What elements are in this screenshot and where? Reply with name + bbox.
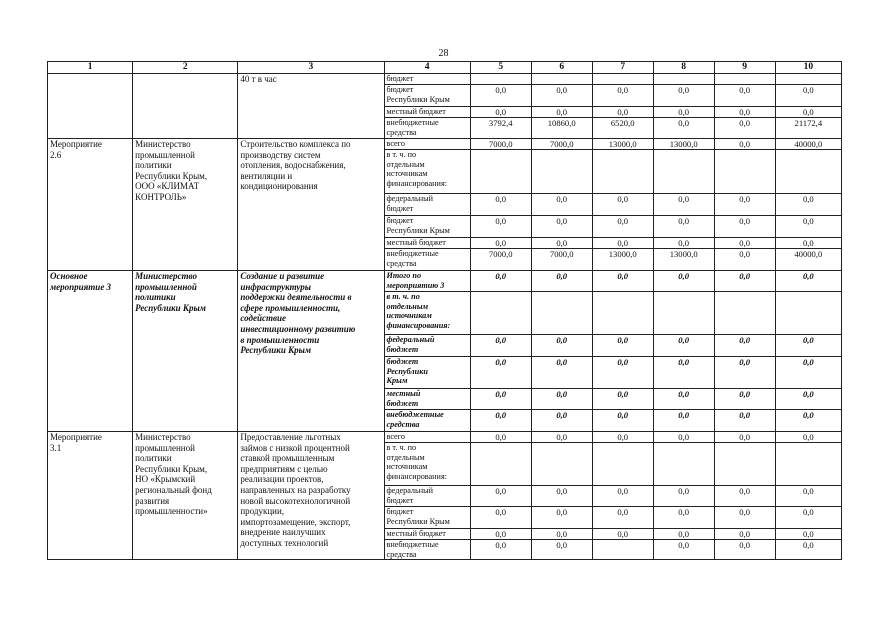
col-header: 2 xyxy=(133,62,238,74)
amount-cell: 0,0 xyxy=(653,107,714,118)
amount-cell: 7000,0 xyxy=(531,139,592,150)
amount-cell: 0,0 xyxy=(592,486,653,507)
amount-cell: 0,0 xyxy=(714,389,775,410)
funding-source: внебюджетные средства xyxy=(386,540,439,559)
funding-source: бюджет Республики Крым xyxy=(386,216,450,235)
event-name-cell xyxy=(48,271,133,432)
amount-cell xyxy=(714,150,775,194)
col-header: 1 xyxy=(48,62,133,74)
funding-source: бюджет Республики Крым xyxy=(386,507,450,526)
amount-cell xyxy=(653,443,714,486)
amount-cell: 0,0 xyxy=(775,194,841,216)
funding-source-cell xyxy=(384,443,470,486)
amount-cell: 0,0 xyxy=(714,357,775,389)
amount-cell: 0,0 xyxy=(714,238,775,249)
col-header: 3 xyxy=(238,62,384,74)
amount-cell: 0,0 xyxy=(470,271,531,292)
amount-cell xyxy=(775,150,841,194)
amount-cell xyxy=(775,443,841,486)
amount-cell xyxy=(714,443,775,486)
amount-cell xyxy=(653,150,714,194)
funding-source: всего xyxy=(386,432,405,441)
amount-cell xyxy=(714,74,775,85)
funding-source: местный бюджет xyxy=(386,389,421,408)
amount-cell: 10860,0 xyxy=(531,118,592,139)
amount-cell: 40000,0 xyxy=(775,249,841,271)
amount-cell: 40000,0 xyxy=(775,139,841,150)
amount-cell xyxy=(531,74,592,85)
amount-cell: 13000,0 xyxy=(653,139,714,150)
amount-cell: 7000,0 xyxy=(470,139,531,150)
amount-cell: 0,0 xyxy=(470,507,531,529)
funding-source: внебюджетные средства xyxy=(386,249,439,268)
col-header: 10 xyxy=(775,62,841,74)
funding-source: местный бюджет xyxy=(386,529,446,538)
funding-source: внебюджетные средства xyxy=(386,410,444,429)
amount-cell: 0,0 xyxy=(775,432,841,443)
amount-cell xyxy=(531,150,592,194)
amount-cell: 0,0 xyxy=(653,486,714,507)
funding-source: местный бюджет xyxy=(386,107,446,116)
executor-cell xyxy=(133,74,238,139)
amount-cell: 0,0 xyxy=(531,107,592,118)
event-name: Мероприятие 3.1 xyxy=(50,432,102,453)
event-name-cell xyxy=(48,432,133,560)
amount-cell xyxy=(775,74,841,85)
amount-cell: 0,0 xyxy=(714,85,775,107)
funding-source-cell xyxy=(384,292,470,335)
amount-cell: 0,0 xyxy=(653,432,714,443)
amount-cell xyxy=(592,443,653,486)
funding-source-cell xyxy=(384,118,470,139)
amount-cell: 0,0 xyxy=(775,507,841,529)
funding-source: федеральный бюджет xyxy=(386,194,434,213)
event-description: Предоставление льготных займов с низкой процентной ставкой промышленным предприятиям с целью реализации проектов, направленных на разработку новой высокотехнологичной продукции, импортозамещение, экспорт, внедрение наилучших доступных технологий xyxy=(240,432,351,548)
amount-cell: 0,0 xyxy=(531,529,592,540)
amount-cell: 0,0 xyxy=(592,507,653,529)
amount-cell: 13000,0 xyxy=(592,249,653,271)
event-name-cell xyxy=(48,139,133,271)
amount-cell xyxy=(531,292,592,335)
funding-source: внебюджетные средства xyxy=(386,118,439,137)
amount-cell: 0,0 xyxy=(714,540,775,560)
table-row xyxy=(48,271,842,292)
amount-cell: 0,0 xyxy=(653,216,714,238)
amount-cell: 0,0 xyxy=(470,389,531,410)
amount-cell xyxy=(653,292,714,335)
amount-cell: 0,0 xyxy=(531,335,592,357)
funding-source: в т. ч. по отдельным источникам финансирования: xyxy=(386,443,447,481)
event-description: Строительство комплекса по производству систем отопления, водоснабжения, вентиляции и кондиционирования xyxy=(240,139,351,192)
funding-source-cell xyxy=(384,194,470,216)
amount-cell: 0,0 xyxy=(592,529,653,540)
funding-source: бюджет Республики Крым xyxy=(386,357,428,386)
amount-cell xyxy=(592,540,653,560)
table-row xyxy=(48,74,842,85)
amount-cell: 0,0 xyxy=(775,540,841,560)
amount-cell: 0,0 xyxy=(714,335,775,357)
amount-cell: 0,0 xyxy=(653,410,714,432)
col-header: 4 xyxy=(384,62,470,74)
amount-cell xyxy=(592,150,653,194)
amount-cell: 0,0 xyxy=(531,432,592,443)
funding-source-cell xyxy=(384,335,470,357)
amount-cell: 0,0 xyxy=(470,410,531,432)
table-row xyxy=(48,432,842,443)
funding-source-cell xyxy=(384,357,470,389)
amount-cell: 0,0 xyxy=(775,216,841,238)
funding-source-cell xyxy=(384,150,470,194)
amount-cell: 0,0 xyxy=(470,216,531,238)
amount-cell: 0,0 xyxy=(470,194,531,216)
amount-cell: 0,0 xyxy=(592,357,653,389)
funding-source-cell xyxy=(384,139,470,150)
amount-cell: 0,0 xyxy=(470,357,531,389)
event-description-cell xyxy=(238,432,384,560)
amount-cell: 0,0 xyxy=(714,271,775,292)
amount-cell: 0,0 xyxy=(470,486,531,507)
funding-source: всего xyxy=(386,139,405,148)
amount-cell: 0,0 xyxy=(531,271,592,292)
table-row xyxy=(48,139,842,150)
amount-cell: 0,0 xyxy=(592,432,653,443)
amount-cell: 0,0 xyxy=(470,432,531,443)
amount-cell: 7000,0 xyxy=(531,249,592,271)
funding-source: в т. ч. по отдельным источникам финансирования: xyxy=(386,150,447,188)
amount-cell: 0,0 xyxy=(775,335,841,357)
funding-source-cell xyxy=(384,74,470,85)
amount-cell: 6520,0 xyxy=(592,118,653,139)
funding-source-cell xyxy=(384,389,470,410)
amount-cell: 0,0 xyxy=(592,335,653,357)
funding-source-cell xyxy=(384,529,470,540)
amount-cell: 0,0 xyxy=(653,529,714,540)
amount-cell: 0,0 xyxy=(775,357,841,389)
amount-cell: 0,0 xyxy=(653,194,714,216)
amount-cell: 0,0 xyxy=(653,357,714,389)
col-header: 7 xyxy=(592,62,653,74)
amount-cell: 0,0 xyxy=(531,216,592,238)
amount-cell: 0,0 xyxy=(775,107,841,118)
event-description: 40 т в час xyxy=(240,74,277,84)
amount-cell: 0,0 xyxy=(470,85,531,107)
funding-source-cell xyxy=(384,216,470,238)
funding-source-cell xyxy=(384,540,470,560)
col-header: 6 xyxy=(531,62,592,74)
amount-cell xyxy=(470,292,531,335)
amount-cell: 0,0 xyxy=(531,194,592,216)
amount-cell: 0,0 xyxy=(531,85,592,107)
amount-cell: 0,0 xyxy=(470,529,531,540)
amount-cell: 0,0 xyxy=(714,249,775,271)
amount-cell: 0,0 xyxy=(653,335,714,357)
executor-name: Министерство промышленной политики Республики Крым, НО «Крымский региональный фонд развития промышленности» xyxy=(135,432,212,517)
event-description: Создание и развитие инфраструктуры поддержки деятельности в сфере промышленности, содействие инвестиционному развитию в промышленности Республики Крым xyxy=(240,271,356,356)
amount-cell: 0,0 xyxy=(714,107,775,118)
event-name: Основное мероприятие 3 xyxy=(50,271,112,292)
amount-cell: 0,0 xyxy=(592,216,653,238)
amount-cell: 3792,4 xyxy=(470,118,531,139)
amount-cell xyxy=(653,74,714,85)
amount-cell: 0,0 xyxy=(531,507,592,529)
funding-source-cell xyxy=(384,432,470,443)
amount-cell: 0,0 xyxy=(653,540,714,560)
funding-source-cell xyxy=(384,507,470,529)
funding-source: бюджет xyxy=(386,74,414,83)
amount-cell: 0,0 xyxy=(653,118,714,139)
amount-cell: 0,0 xyxy=(531,540,592,560)
funding-source-cell xyxy=(384,271,470,292)
funding-source-cell xyxy=(384,238,470,249)
amount-cell: 0,0 xyxy=(531,238,592,249)
amount-cell xyxy=(470,150,531,194)
amount-cell: 0,0 xyxy=(775,389,841,410)
amount-cell xyxy=(470,443,531,486)
amount-cell: 0,0 xyxy=(470,540,531,560)
amount-cell: 0,0 xyxy=(592,194,653,216)
amount-cell: 0,0 xyxy=(592,410,653,432)
amount-cell: 0,0 xyxy=(470,335,531,357)
amount-cell: 0,0 xyxy=(531,357,592,389)
amount-cell: 0,0 xyxy=(531,486,592,507)
funding-source-cell xyxy=(384,85,470,107)
amount-cell: 0,0 xyxy=(470,107,531,118)
amount-cell: 0,0 xyxy=(714,139,775,150)
executor-cell xyxy=(133,139,238,271)
amount-cell: 0,0 xyxy=(775,271,841,292)
event-description-cell xyxy=(238,74,384,139)
executor-name: Министерство промышленной политики Республики Крым xyxy=(135,271,206,313)
amount-cell xyxy=(531,443,592,486)
amount-cell: 0,0 xyxy=(714,432,775,443)
event-description-cell xyxy=(238,271,384,432)
amount-cell: 0,0 xyxy=(714,507,775,529)
event-name: Мероприятие 2.6 xyxy=(50,139,102,160)
header-row xyxy=(48,62,842,74)
amount-cell: 13000,0 xyxy=(653,249,714,271)
event-description-cell xyxy=(238,139,384,271)
amount-cell: 0,0 xyxy=(714,118,775,139)
amount-cell: 0,0 xyxy=(653,389,714,410)
amount-cell xyxy=(592,292,653,335)
executor-cell xyxy=(133,432,238,560)
executor-cell xyxy=(133,271,238,432)
funding-source: федеральный бюджет xyxy=(386,486,434,505)
funding-source: бюджет Республики Крым xyxy=(386,85,450,104)
amount-cell: 0,0 xyxy=(714,529,775,540)
amount-cell: 0,0 xyxy=(775,410,841,432)
amount-cell xyxy=(714,292,775,335)
amount-cell: 0,0 xyxy=(653,507,714,529)
amount-cell: 0,0 xyxy=(592,85,653,107)
amount-cell xyxy=(775,292,841,335)
funding-source-cell xyxy=(384,249,470,271)
amount-cell xyxy=(592,74,653,85)
amount-cell: 21172,4 xyxy=(775,118,841,139)
amount-cell: 0,0 xyxy=(592,238,653,249)
col-header: 8 xyxy=(653,62,714,74)
amount-cell: 0,0 xyxy=(470,238,531,249)
amount-cell: 0,0 xyxy=(531,410,592,432)
funding-source: в т. ч. по отдельным источникам финансирования: xyxy=(386,292,451,330)
amount-cell: 7000,0 xyxy=(470,249,531,271)
amount-cell: 0,0 xyxy=(714,486,775,507)
funding-source: местный бюджет xyxy=(386,238,446,247)
amount-cell: 0,0 xyxy=(714,216,775,238)
amount-cell: 0,0 xyxy=(653,271,714,292)
funding-source-cell xyxy=(384,486,470,507)
amount-cell: 0,0 xyxy=(592,389,653,410)
financing-table xyxy=(47,61,842,560)
event-name-cell xyxy=(48,74,133,139)
funding-source-cell xyxy=(384,410,470,432)
executor-name: Министерство промышленной политики Республики Крым, ООО «КЛИМАТ КОНТРОЛЬ» xyxy=(135,139,208,202)
amount-cell: 0,0 xyxy=(775,85,841,107)
amount-cell: 13000,0 xyxy=(592,139,653,150)
amount-cell: 0,0 xyxy=(714,410,775,432)
amount-cell: 0,0 xyxy=(775,486,841,507)
amount-cell: 0,0 xyxy=(531,389,592,410)
amount-cell: 0,0 xyxy=(653,85,714,107)
funding-source: федеральный бюджет xyxy=(386,335,435,354)
funding-source-cell xyxy=(384,107,470,118)
amount-cell: 0,0 xyxy=(592,107,653,118)
amount-cell: 0,0 xyxy=(775,238,841,249)
amount-cell: 0,0 xyxy=(592,271,653,292)
col-header: 9 xyxy=(714,62,775,74)
amount-cell: 0,0 xyxy=(775,529,841,540)
col-header: 5 xyxy=(470,62,531,74)
amount-cell: 0,0 xyxy=(714,194,775,216)
amount-cell xyxy=(470,74,531,85)
page-number: 28 xyxy=(438,48,449,59)
amount-cell: 0,0 xyxy=(653,238,714,249)
funding-source: Итого по мероприятию 3 xyxy=(386,271,445,290)
